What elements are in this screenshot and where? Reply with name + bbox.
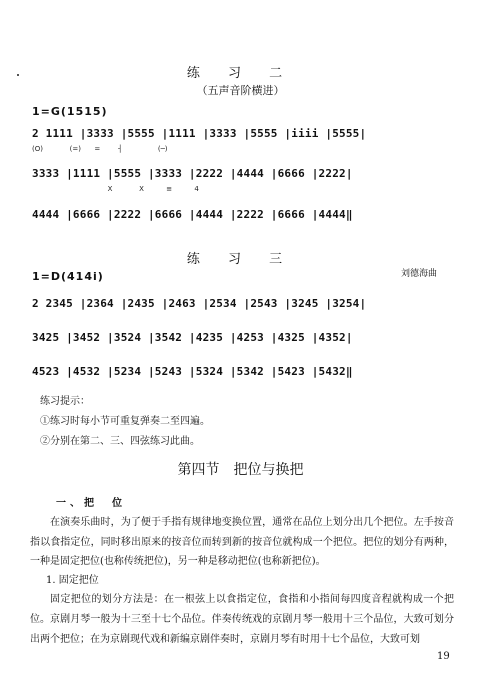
exercise2-row-1: 2 1111 |3333 |5555 |1111 |3333 |5555 |iiii |5555| — [32, 127, 367, 140]
exercise3-title: 练 习 三 — [186, 252, 295, 267]
exercise2-key: 1=G(1515) — [32, 105, 108, 118]
item-1: 1. 固定把位 — [46, 575, 99, 586]
exercise2-subtitle: （五声音阶横进） — [196, 84, 285, 97]
exercise2-fingering-2: X X ≡ 4 — [32, 185, 199, 193]
tips-title: 练习提示： — [40, 396, 90, 407]
exercise2-row-3: 4444 |6666 |2222 |6666 |4444 |2222 |6666 |4444‖ — [32, 208, 353, 221]
section-heading: 第四节 把位与换把 — [177, 462, 304, 478]
exercise2-fingering-1: (O) (=) = ┤ (─) — [32, 145, 168, 153]
exercise3-tips — [40, 392, 210, 452]
sub-heading: 一、把 位 — [56, 498, 126, 509]
exercise3-row-1: 2 2345 |2364 |2435 |2463 |2534 |2543 |3245 |3254| — [32, 297, 367, 310]
exercise3-composer: 刘德海曲 — [401, 269, 438, 279]
exercise3-row-3: 4523 |4532 |5234 |5243 |5324 |5342 |5423 |5432‖ — [32, 365, 353, 378]
page-number: 19 — [437, 651, 450, 662]
tip-2: ②分别在第二、三、四弦练习此曲。 — [40, 436, 200, 447]
tip-1: ①练习时每小节可重复弹奏二至四遍。 — [40, 416, 210, 427]
exercise2-row-2: 3333 |1111 |5555 |3333 |2222 |4444 |6666 |2222| — [32, 167, 353, 180]
exercise3-key: 1=D(414i) — [32, 270, 104, 283]
paragraph-2: 固定把位的划分方法是：在一根弦上以食指定位，食指和小指间每四度音程就构成一个把位。 — [30, 594, 454, 625]
exercise3-row-2: 3425 |3452 |3524 |3542 |4235 |4253 |4325 |4352| — [32, 331, 353, 344]
exercise2-title: 练 习 二 — [186, 66, 295, 81]
paragraph-3: 京剧月琴一般为十三至十七个品位。伴奏传统戏的京剧月琴一般用十三个品位，大致可划分出两个把位；在为京剧现代戏和新编京剧伴奏时，京剧月琴有时用十七个品位，大致可划 — [30, 614, 454, 645]
paragraph-1: 在演奏乐曲时，为了便于手指有规律地变换位置，通常在品位上划分出几个把位。左手按音指以食指定位，同时移出原来的按音位而转到新的按音位就构成一个把位。把位的划分有两种，一种是固定把位(也称传统把位)，另一种是移动把位(也称新把位)。 — [30, 517, 454, 567]
